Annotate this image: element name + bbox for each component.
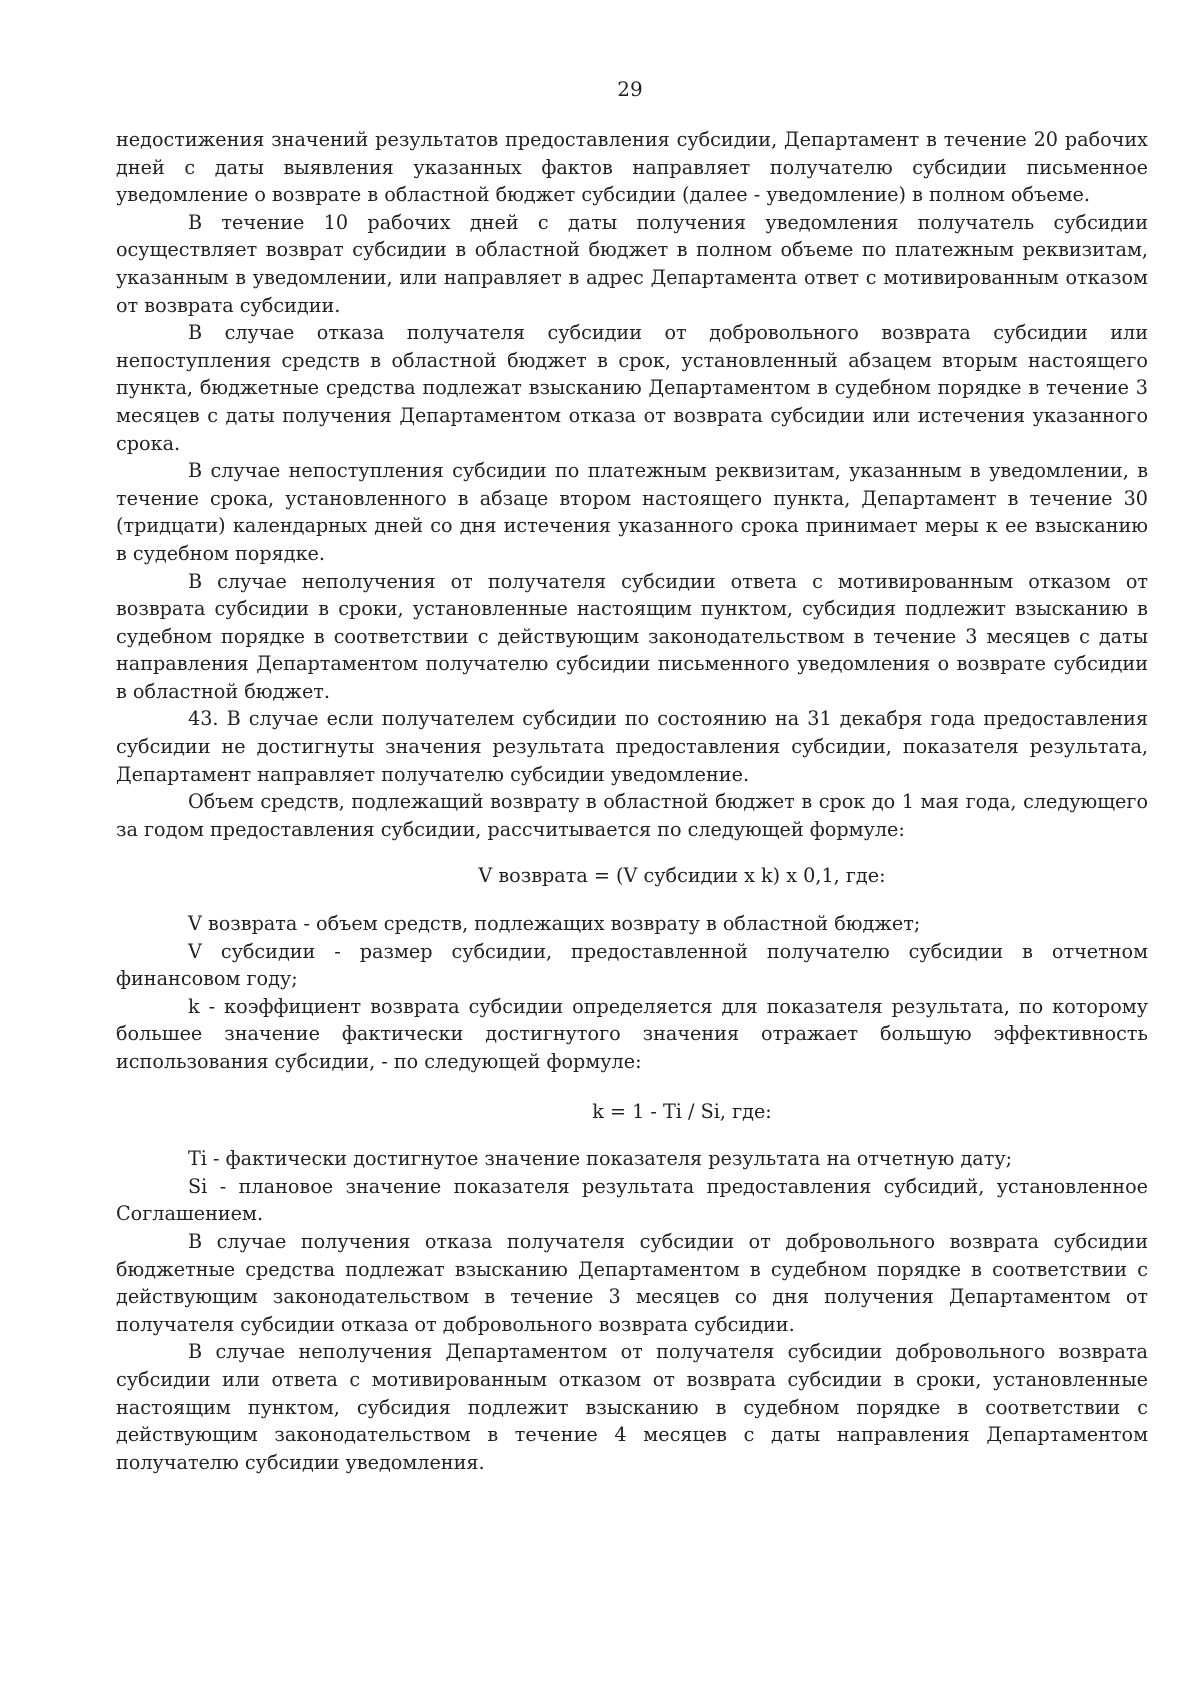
formula-coefficient-k: k = 1 - Ti / Si, где: <box>592 1099 772 1123</box>
paragraph-clause-43: 43. В случае если получателем субсидии по состоянию на 31 декабря года предоставления субсидии не достигнуты значения результата предоставления субсидии, показателя результата, Департамент направляет получателю субсидии уведомление. <box>116 707 1148 786</box>
paragraph-nonreceipt-payment: В случае непоступления субсидии по платежным реквизитам, указанным в уведомлении, в течение срока, установленного в абзаце втором настоящего пункта, Департамент в течение 30 (тридцати) календарных дней со дня истечения указанного срока принимает меры к ее взысканию в судебном порядке. <box>116 459 1148 565</box>
paragraph-no-response: В случае неполучения от получателя субсидии ответа с мотивированным отказом от возврата субсидии в сроки, установленные настоящим пунктом, субсидия подлежит взысканию в судебном порядке в соответствии с действующим законодательством в течение 3 месяцев с даты направления Департаментом получателю субсидии письменного уведомления о возврате субсидии в областной бюджет. <box>116 569 1148 703</box>
paragraph-final-recovery: В случае неполучения Департаментом от получателя субсидии добровольного возврата субсидии или ответа с мотивированным отказом от возврата субсидии в сроки, установленные настоящим пунктом, субсидия подлежит взысканию в судебном порядке в соответствии с действующим законодательством в течение 4 месяцев с даты направления Департаментом получателю субсидии уведомления. <box>116 1340 1148 1474</box>
paragraph-continuation: недостижения значений результатов предоставления субсидии, Департамент в течение 20 рабочих дней с даты выявления указанных фактов направляет получателю субсидии письменное уведомление о возврате в областной бюджет субсидии (далее - уведомление) в полном объеме. <box>116 128 1148 207</box>
definition-v-return: V возврата - объем средств, подлежащих возврату в областной бюджет; <box>188 912 921 936</box>
definition-k-coefficient: k - коэффициент возврата субсидии определяется для показателя результата, по которому большее значение фактически достигнутого значения отражает большую эффективность использования субсидии, - по следующей формуле: <box>116 994 1148 1073</box>
paragraph-voluntary-refusal: В случае получения отказа получателя субсидии от добровольного возврата субсидии бюджетные средства подлежат взысканию Департаментом в судебном порядке в соответствии с действующим законодательством в течение 3 месяцев со дня получения Департаментом от получателя субсидии отказа от добровольного возврата субсидии. <box>116 1229 1148 1336</box>
document-body <box>116 126 1148 1476</box>
paragraph-return-volume: Объем средств, подлежащий возврату в областной бюджет в срок до 1 мая года, следующего за годом предоставления субсидии, рассчитывается по следующей формуле: <box>116 790 1148 841</box>
page-number: 29 <box>617 77 643 101</box>
paragraph-return-deadline: В течение 10 рабочих дней с даты получения уведомления получатель субсидии осуществляет возврат субсидии в областной бюджет в полном объеме по платежным реквизитам, указанным в уведомлении, или направляет в адрес Департамента ответ с мотивированным отказом от возврата субсидии. <box>116 210 1148 317</box>
definition-si: Si - плановое значение показателя результата предоставления субсидий, установленное Соглашением. <box>116 1174 1148 1226</box>
formula-return-volume: V возврата = (V субсидии x k) x 0,1, где: <box>478 864 886 888</box>
definition-v-subsidy: V субсидии - размер субсидии, предоставленной получателю субсидии в отчетном финансовом году; <box>116 939 1148 991</box>
paragraph-refusal-recovery: В случае отказа получателя субсидии от добровольного возврата субсидии или непоступления средств в областной бюджет в срок, установленный абзацем вторым настоящего пункта, бюджетные средства подлежат взысканию Департаментом в судебном порядке в течение 3 месяцев с даты получения Департаментом отказа от возврата субсидии или истечения указанного срока. <box>116 321 1148 455</box>
definition-ti: Ti - фактически достигнутое значение показателя результата на отчетную дату; <box>188 1147 1013 1171</box>
